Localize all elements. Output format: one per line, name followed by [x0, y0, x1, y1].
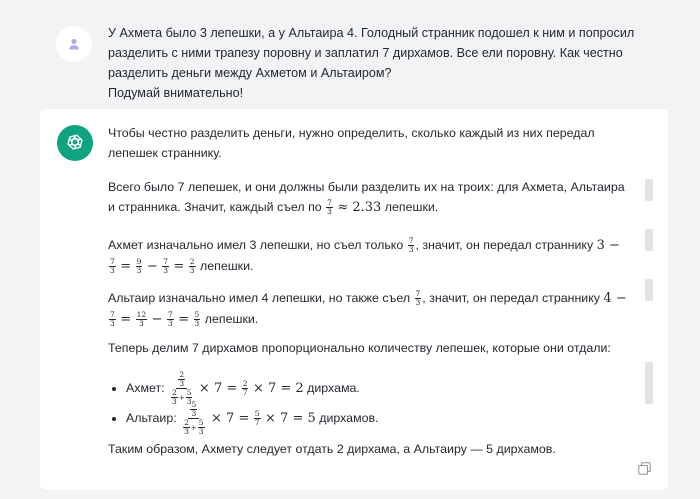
fraction-five-thirds: $\frac{5}{3}$ [194, 310, 200, 329]
user-hint: Подумай внимательно! [108, 86, 244, 100]
altair-end: лепешки. [204, 312, 259, 326]
altair-text: Альтаир изначально имел 4 лепешки, но также съел [108, 291, 411, 305]
fraction-seven-thirds: $\frac{7}{3}$ [167, 310, 173, 329]
answer-conclusion: Таким образом, Ахмету следует отдать 2 дирхама, а Альтаиру — 5 дирхамов. [108, 442, 556, 456]
altair-mid-text: , значит, он передал страннику [422, 291, 600, 305]
list-item-ahmet [126, 370, 646, 406]
ahmet-expr-start: 3 − [596, 238, 620, 253]
altair-label: Альтаир: [126, 410, 177, 425]
fraction-seven-thirds: $\frac{7}{3}$ [110, 257, 115, 276]
copy-icon [638, 462, 651, 475]
altair-result: × 7 = 5 [265, 410, 316, 426]
ahmet-times: × 7 = [198, 380, 238, 396]
answer-paragraph-total [108, 177, 628, 218]
user-avatar [56, 26, 92, 62]
equals-sign: = [178, 312, 190, 327]
fraction-seven-thirds: $\frac{7}{3}$ [163, 257, 168, 276]
equals-sign: = [120, 259, 132, 274]
list-item-altair [126, 400, 646, 436]
answer-paragraph-division: Теперь делим 7 дирхамов пропорционально количеству лепешек, которые они отдали: [108, 341, 611, 355]
altair-times: × 7 = [211, 410, 250, 426]
fraction-seven-thirds: $\frac{7}{3}$ [327, 198, 332, 217]
user-message [0, 0, 700, 106]
math-scroll-indicator[interactable] [645, 179, 653, 201]
openai-logo-icon [64, 132, 86, 154]
user-message-text [108, 23, 668, 103]
user-icon [67, 37, 81, 51]
minus-sign: − [151, 312, 163, 327]
total-end: лепешки. [384, 200, 439, 214]
assistant-message [40, 109, 668, 490]
ahmet-share-fraction: $\frac{2}{3}$ $\frac{2}{3}$ + $\frac{5}{3}$ [172, 370, 192, 406]
answer-paragraph-altair [108, 288, 628, 330]
ahmet-result: × 7 = 2 [252, 380, 304, 396]
copy-button[interactable] [636, 460, 652, 476]
assistant-avatar [57, 125, 93, 161]
user-question: У Ахмета было 3 лепешки, а у Альтаира 4. Голодный странник подошел к ним и попросил разделить с ними трапезу поровну и заплатил 7 дирхамов. Все ели поровну. Как честно разделить деньги между Ахметом и Альтаиром? [108, 26, 635, 80]
ahmet-label: Ахмет: [126, 380, 165, 395]
equals-sign: = [120, 312, 132, 327]
fraction-two-sevenths: $\frac{2}{7}$ [242, 379, 248, 397]
ahmet-mid-text: , значит, он передал страннику [415, 238, 594, 252]
fraction-seven-thirds: $\frac{7}{3}$ [110, 310, 115, 329]
math-scroll-indicator[interactable] [645, 279, 653, 301]
fraction-two-thirds: $\frac{2}{3}$ [189, 257, 195, 276]
answer-paragraph-ahmet [108, 235, 628, 277]
fraction-twelve-thirds: $\frac{12}{3}$ [136, 310, 147, 329]
answer-list [108, 370, 646, 436]
ahmet-end: лепешки. [200, 259, 254, 273]
total-text: Всего было 7 лепешек, и они должны были разделить их на троих: для Ахмета, Альтаира и странника. Значит, каждый съел по [108, 180, 625, 214]
math-scroll-indicator[interactable] [645, 362, 653, 404]
altair-unit: дирхамов. [319, 410, 379, 425]
ahmet-unit: дирхама. [307, 380, 360, 395]
answer-intro: Чтобы честно разделить деньги, нужно определить, сколько каждый из них передал лепешек страннику. [108, 126, 595, 160]
fraction-seven-thirds: $\frac{7}{3}$ [408, 236, 414, 255]
altair-expr-start: 4 − [603, 291, 627, 306]
fraction-nine-thirds: $\frac{9}{3}$ [136, 257, 142, 276]
fraction-five-sevenths: $\frac{5}{7}$ [254, 409, 260, 427]
approx-value: ≈ 2.33 [337, 200, 382, 215]
fraction-seven-thirds: $\frac{7}{3}$ [415, 289, 421, 308]
ahmet-text: Ахмет изначально имел 3 лепешки, но съел только [108, 238, 404, 252]
altair-share-fraction: $\frac{5}{3}$ $\frac{2}{3}$ + $\frac{5}{3}$ [184, 400, 204, 436]
math-scroll-indicator[interactable] [645, 229, 653, 251]
minus-sign: − [146, 259, 158, 274]
equals-sign: = [173, 259, 185, 274]
